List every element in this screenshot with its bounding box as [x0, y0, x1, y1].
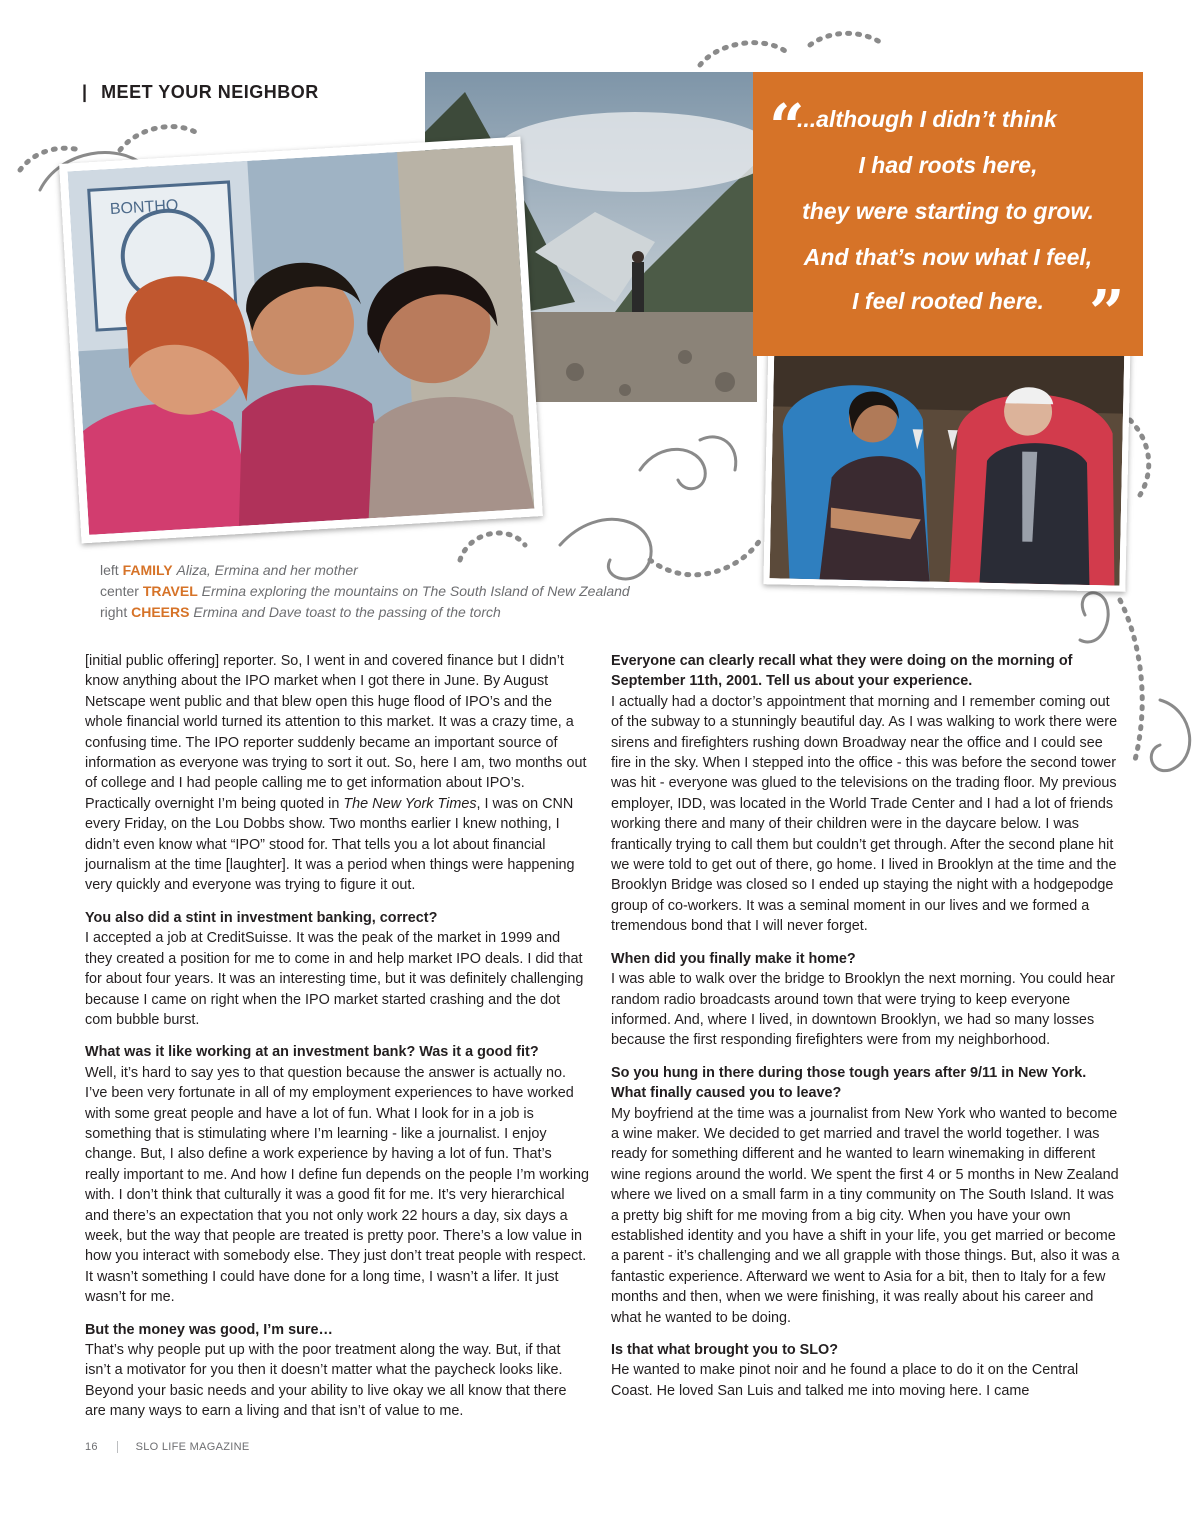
caption-label: FAMILY	[122, 562, 173, 578]
family-photo	[59, 137, 543, 544]
caption-label: CHEERS	[131, 604, 190, 620]
interview-question: Is that what brought you to SLO?	[611, 1342, 839, 1358]
article-column-right	[611, 651, 1121, 1401]
interview-question: But the money was good, I’m sure…	[85, 1321, 333, 1338]
close-quote-mark: ”	[1089, 276, 1125, 349]
caption-position: left	[100, 562, 119, 578]
interview-question: When did you finally make it home?	[611, 950, 856, 967]
cheers-photo	[763, 330, 1130, 592]
pull-quote-line: they were starting to grow.	[802, 198, 1094, 224]
caption-position: center	[100, 583, 139, 599]
footer-divider	[117, 1441, 118, 1453]
caption-label: TRAVEL	[142, 583, 198, 599]
interview-question: Everyone can clearly recall what they were doing on the morning of September 11th, 2001. Tell us about your experience.	[611, 653, 1073, 690]
interview-question: You also did a stint in investment banking, correct?	[85, 909, 438, 926]
caption-left	[100, 560, 630, 581]
caption-position: right	[100, 604, 128, 620]
article-column-left	[85, 651, 590, 1422]
pull-quote-line: I had roots here,	[858, 152, 1038, 178]
caption-text: Ermina exploring the mountains on The South Island of New Zealand	[201, 583, 630, 599]
interview-question: So you hung in there during those tough years after 9/11 in New York. What finally caused you to leave?	[611, 1064, 1087, 1102]
photo-captions	[100, 560, 630, 623]
interview-answer: I was able to walk over the bridge to Brooklyn the next morning. You could hear random radio broadcasts around town that were trying to keep everyone informed. And, where I lived, in downtown Brooklyn, we had so many losses because the first responding firefighters were from my neighborhood.	[611, 971, 1115, 1049]
section-header	[82, 82, 319, 103]
interview-answer: My boyfriend at the time was a journalist from New York who wanted to become a wine maker. We decided to get married and travel the world together. I was ready for something different and he wanted to learn winemaking in different wine regions around the world. We spent the first 4 or 5 months in New Zealand where we lived on a small farm in a tiny community on The South Island. It was a pretty big shift for me moving from a big city. When you have your own established identity and you have a shift in your life, you get married or become a parent - it’s challenging and we all grapple with those things. But, also it was a fantastic experience. Afterward we went to Asia for a bit, then to Italy for a few months and then, when we were finishing, it was really about his career and what he wanted to be doing.	[611, 1105, 1120, 1326]
caption-text: Ermina and Dave toast to the passing of the torch	[193, 604, 501, 620]
section-title: MEET YOUR NEIGHBOR	[101, 82, 319, 102]
open-quote-mark: “	[769, 90, 805, 163]
interview-answer: Well, it’s hard to say yes to that question because the answer is actually no. I’ve been very fortunate in all of my employment experiences to have worked with some great people and have a lot of fun. What I look for in a job is something that is stimulating where I’m learning - like a journalist. I enjoy change. But, I also define a work experience by having a lot of fun. That’s really important to me. And how I define fun depends on the people I’m working with. I don’t think that culturally it was a good fit for me. It’s very hierarchical and there’s an expectation that you not only work 22 hours a day, six days a week, but the way that people are treated is pretty poor. There’s a low value in how you interact with somebody else. They just don’t treat people with respect. It wasn’t something I could have done for a long time, I wasn’t a lifer. It just wasn’t for me.	[85, 1064, 589, 1306]
interview-answer: He wanted to make pinot noir and he found a place to do it on the Central Coast. He loved San Luis and talked me into moving here. I came	[611, 1362, 1079, 1399]
interview-answer: I actually had a doctor’s appointment that morning and I remember coming out of the subway to a stunningly beautiful day. As I was walking to work there were sirens and firefighters rushing down Broadway near the office and I could see fire in the sky. When I stepped into the office - this was before the second tower was hit - everyone was glued to the televisions on the trading floor. My previous employer, IDD, was located in the World Trade Center and I had a lot of friends working there and many of their children were in the daycare below. I was frantically trying to call them but couldn’t get through. After the second plane hit we were told to get out of there, go home. I lived in Brooklyn at the time and the Brooklyn Bridge was closed so I ended up staying the night with a hodgepodge group of co-workers. It was a seminal moment in our lives and we formed a tremendous bond that I will never forget.	[611, 693, 1118, 935]
page-number: 16	[85, 1441, 98, 1453]
pull-quote-line: And that’s now what I feel,	[803, 244, 1093, 270]
pull-quote	[753, 72, 1143, 356]
page-footer	[85, 1441, 249, 1453]
family-sign-text: BONTHO	[109, 197, 179, 219]
pull-quote-line: ...although I didn’t think	[797, 106, 1057, 132]
paragraph-text: , I was on CNN every Friday, on the Lou Dobbs show. Two months earlier I knew nothing, I didn’t even know what “IPO” stood for. That tells you a lot about financial journalism at the time [laughter]. It was a period when things were happening very quickly and everyone was trying to figure it out.	[85, 795, 575, 894]
caption-right	[100, 602, 630, 623]
paragraph-text: [initial public offering] reporter. So, I went in and covered finance but I didn’t know anything about the IPO market when I got there in June. By August Netscape went public and that blew open this huge flood of IPO’s and the whole financial world turned its attention to this market. It was a crazy time, a confusing time. The IPO reporter suddenly became an important source of information as everyone was trying to sort it out. So, here I am, two months out of college and I had people calling me to get information about IPO’s. Practically overnight I’m being quoted in	[85, 653, 587, 812]
article-paragraph	[85, 651, 590, 896]
section-header-bar: |	[82, 82, 88, 102]
publication-name: The New York Times	[343, 795, 477, 812]
publication-name: SLO LIFE MAGAZINE	[135, 1441, 250, 1453]
caption-center	[100, 581, 630, 602]
caption-text: Aliza, Ermina and her mother	[176, 562, 358, 578]
interview-question: What was it like working at an investment bank? Was it a good fit?	[85, 1044, 539, 1061]
pull-quote-line: I feel rooted here.	[852, 288, 1044, 314]
interview-answer: That’s why people put up with the poor treatment along the way. But, if that isn’t a motivator for you then it doesn’t matter what the paycheck looks like. Beyond your basic needs and your ability to live okay we all know that there are many ways to earn a living and that isn’t of value to me.	[85, 1342, 567, 1420]
interview-answer: I accepted a job at CreditSuisse. It was the peak of the market in 1999 and they created a position for me to come in and help market IPO deals. I did that for about four years. It was an interesting time, but it was definitely challenging because I came on right when the IPO market started crashing and the dot com bubble burst.	[85, 930, 584, 1028]
